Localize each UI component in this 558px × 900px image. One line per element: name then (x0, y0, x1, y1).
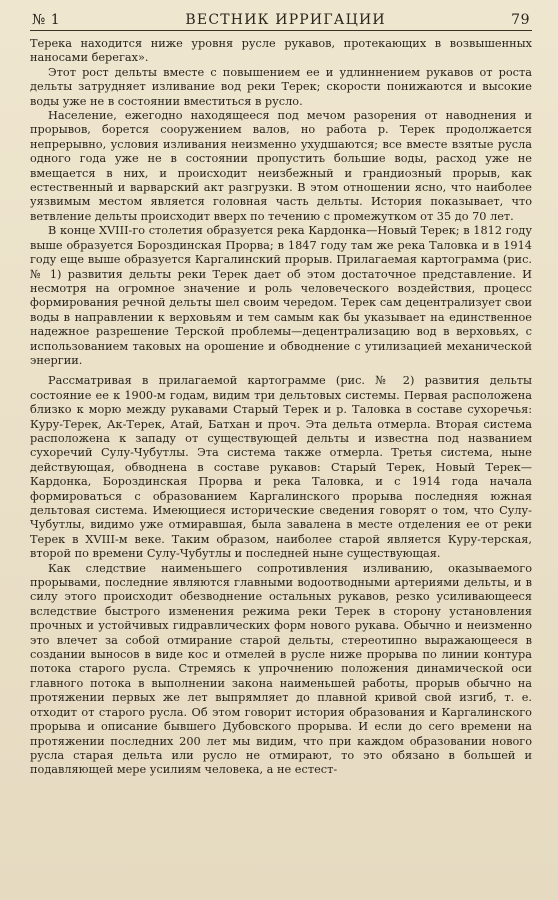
page-header (30, 12, 532, 31)
issue-number: № 1 (32, 12, 61, 28)
paragraph-4: В конце XVIII-го столетия образуется река Кардонка—Новый Терек; в 1812 году выше образуется Бороздинская Прорва; в 1847 году там же река Таловка и в 1914 году еще выше образуется Каргалинский прорыв. Прилагаемая картограмма (рис. № 1) развития дельты реки Терек дает об этом достаточное представление. И несмотря на огромное значение и роль человеческого воздействия, процесс формирования речной дельты шел своим чередом. Терек сам децентрализует свои воды в направлении к верховьям и тем самым как бы указывает на единственное надежное разрешение Терской проблемы—децентрализацию вод в верховьях, с использованием таковых на орошение и обводнение с утилизацией механической энергии. (30, 224, 532, 367)
paragraph-1: Терека находится ниже уровня русле рукавов, протекающих в возвышенных наносами берегах». (30, 37, 532, 65)
paragraph-2: Этот рост дельты вместе с повышением ее и удлиннением рукавов от роста дельты затрудняет изливание вод реки Терек; скорости понижаются и высокие воды уже не в состоянии вместиться в русло. (30, 65, 532, 108)
page-number: 79 (511, 12, 530, 28)
paragraph-3: Население, ежегодно находящееся под мечом разорения от наводнения и прорывов, борется сооружением валов, но работа р. Терек продолжается непрерывно, условия изливания неизменно ухудшаются; все вместе взятые русла одного года уже не в состоянии пропустить большие воды, расход уже не вмещается в них, и происходит неизбежный и грандиозный прорыв, как естественный и варварский акт разгрузки. В этом отношении ясно, что наиболее уязвимым местом является головная часть дельты. История показывает, что ветвление дельты происходит вверх по течению с промежутком от 35 до 70 лет. (30, 109, 532, 223)
paragraph-6: Как следствие наименьшего сопротивления изливанию, оказываемого прорывами, последние являются главными водоотводными артериями дельты, и в силу этого происходит обезводнение остальных рукавов, резко усиливающееся вследствие быстрого изменения режима реки Терек в сторону установления прочных и устойчивых гидравлических форм нового рукава. Обычно и неизменно это влечет за собой отмирание старой дельты, стереотипно выражающееся в создании выносов в виде кос и отмелей в русле ниже прорыва по линии контура потока старого русла. Стремясь к упрочнению положения динамической оси главного потока в выполнении закона наименьшей работы, прорыв обычно на протяжении первых же лет выпрямляет до плавной кривой свой изгиб, т. е. отходит от старого русла. Об этом говорит история образования и Каргалинского прорыва и описание бывшего Дубовского прорыва. И если до сего времени на протяжении последних 200 лет мы видим, что при каждом образовании нового русла старая дельта или русло не отмирают, то это обязано в большей и подавляющей мере усилиям человека, а не естест- (30, 561, 532, 777)
article-body (30, 37, 532, 778)
journal-title: ВЕСТНИК ИРРИГАЦИИ (185, 12, 386, 28)
paragraph-5: Рассматривая в прилагаемой картограмме (рис. № 2) развития дельты состояние ее к 1900-м годам, видим три дельтовых системы. Первая расположена близко к морю между рукавами Старый Терек и р. Таловка в составе сухоречья: Куру-Терек, Ак-Терек, Атай, Батхан и проч. Эта дельта отмерла. Вторая система расположена к западу от существующей дельты и известна под названием сухоречий Сулу-Чубутлы. Эта система также отмерла. Третья система, ныне действующая, обводнена в составе рукавов: Старый Терек, Новый Терек—Кардонка, Бороздинская Прорва и река Таловка, и с 1914 года начала формироваться с образованием Каргалинского прорыва последняя южная дельтовая система. Имеющиеся исторические сведения говорят о том, что Сулу-Чубутлы, видимо уже отмиравшая, была завалена в месте отделения ее от реки Терек в XVIII-м веке. Таким образом, наиболее старой является Куру-терская, второй по времени Сулу-Чубутлы и последней ныне существующая. (30, 374, 532, 561)
